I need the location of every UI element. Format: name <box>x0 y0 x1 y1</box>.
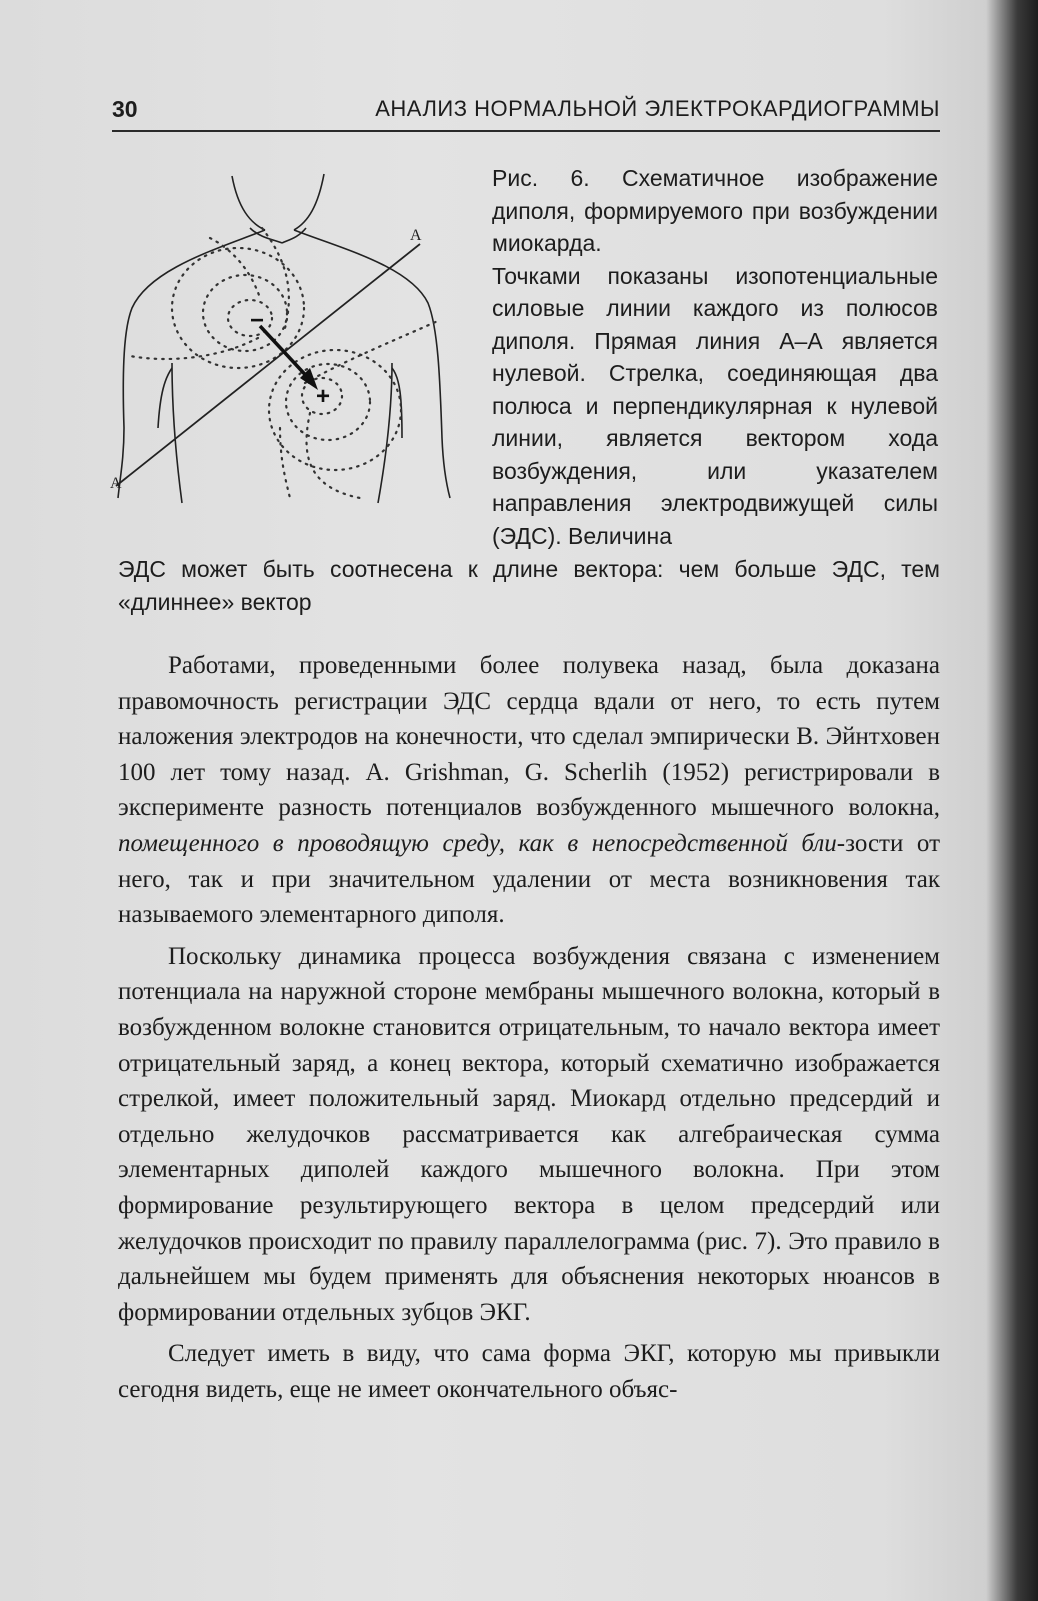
running-title: АНАЛИЗ НОРМАЛЬНОЙ ЭЛЕКТРОКАРДИОГРАММЫ <box>375 96 940 121</box>
caption-tail: ЭДС может быть соотнесена к длине вектора: чем больше ЭДС, тем «длиннее» вектор <box>118 556 940 615</box>
minus-sign: − <box>250 307 265 334</box>
plus-sign: + <box>316 383 331 410</box>
paragraph-1-start: Работами, проведенными более полувека назад, была доказана правомочность регистрации ЭДС сердца вдали от него, то есть путем наложения электродов на конечности, что сделал эмпирически В. Эйнтховен 100 лет тому назад. A. Grishman, G. Scherlih (1952) регистрировали в эксперименте разность потенциалов возбужденного мышечного волокна, <box>118 652 940 822</box>
paragraph-2: Поскольку динамика процесса возбуждения связана с изменением потенциала на наружной стороне мембраны мышечного волокна, который в возбужденном волокне становится отрицательным, то начало вектора имеет отрицательный заряд, а конец вектора, который схематично изображается стрелкой, имеет положительный заряд. Миокард отдельно предсердий и отдельно желудочков рассматривается как алгебраическая сумма элементарных диполей каждого мышечного волокна. При этом формирование результирующего вектора в целом предсердий или желудочков происходит по правилу параллелограмма (рис. 7). Это правило в дальнейшем мы будем применять для объяснения некоторых нюансов в формировании отдельных зубцов ЭКГ. <box>118 942 940 1326</box>
page-number: 30 <box>112 96 138 122</box>
dipole-vector-arrow <box>260 326 312 382</box>
dipole-figure <box>110 168 490 528</box>
paragraph-1-end: зости от него, так и при значительном удалении от места возникновения так называемого элементарного диполя. <box>118 829 940 929</box>
caption-title: Рис. 6. Схематичное изображение диполя, формируемого при возбуждении миокарда. <box>492 165 938 256</box>
body-text <box>118 648 940 1413</box>
label-a-bottom: A <box>110 475 122 492</box>
paragraph-1 <box>118 648 940 933</box>
figure-caption <box>492 162 938 552</box>
label-a-top: A <box>410 227 422 244</box>
paragraph-3: Следует иметь в виду, что сама форма ЭКГ, которую мы привыкли сегодня видеть, еще не имеет окончательного объяс- <box>118 1340 940 1403</box>
caption-text: Точками показаны изопотенциальные силовые линии каждого из полюсов диполя. Прямая линия А–А является нулевой. Стрелка, соединяющая два полюса и перпендикулярная к нулевой линии, является вектором хода возбуждения, или указателем направления электродвижущей силы (ЭДС). Величина <box>492 262 938 549</box>
page-header <box>112 96 940 132</box>
paragraph-1-italic: помещенного в проводящую среду, как в непосредственной бли- <box>118 829 846 857</box>
positive-pole-field-lines <box>269 320 440 498</box>
